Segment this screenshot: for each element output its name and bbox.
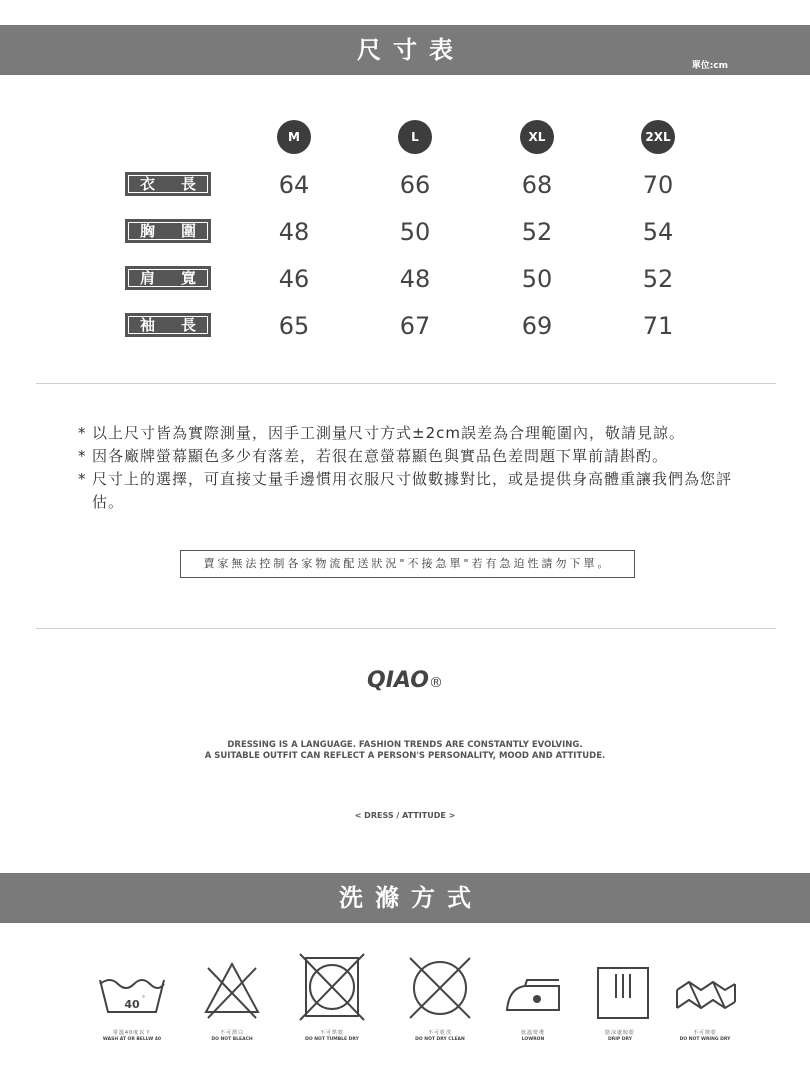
size-chart-title: 尺寸表 [357, 36, 465, 64]
table-cell: 52 [642, 265, 674, 293]
size-chart-banner [0, 25, 810, 75]
care-label-zh: 不可乾洗 [427, 1030, 452, 1036]
care-label-en: DO NOT DRY CLEAN [415, 1037, 465, 1042]
row-label-char: 寬 [180, 269, 196, 287]
care-label-zh: 不可烘乾 [319, 1030, 344, 1036]
row-label-char: 衣 [140, 175, 156, 193]
note-text: 以上尺寸皆為實際測量，因手工測量尺寸方式±2cm誤差為合理範圍內，敬請見諒。 [92, 424, 685, 442]
bullet-star: * [78, 470, 87, 488]
care-item [395, 952, 485, 1042]
divider [36, 628, 776, 629]
wash-temp: 40 [124, 998, 140, 1011]
care-label-zh: 陰涼處晾乾 [604, 1030, 635, 1036]
notes-list [78, 422, 758, 514]
unit-label: 單位:cm [691, 61, 728, 71]
divider [36, 383, 776, 384]
row-label-chest [125, 219, 211, 243]
svg-text:°: ° [142, 995, 145, 1002]
brand-tagline: DRESSING IS A LANGUAGE. FASHION TRENDS ARE CONSTANTLY EVOLVING. [227, 740, 583, 750]
care-item [660, 952, 750, 1042]
no-bleach-icon [192, 952, 272, 1022]
table-cell: 67 [399, 312, 431, 340]
size-badge-l: L [398, 120, 432, 154]
brand-sub-tag: < DRESS / ATTITUDE > [354, 811, 456, 820]
care-label-en: DRIP DRY [608, 1037, 632, 1042]
row-label-shoulder [125, 266, 211, 290]
care-item [87, 952, 177, 1042]
no-wring-icon [665, 952, 745, 1022]
care-label-en: LOWRON [521, 1037, 545, 1042]
table-cell: 64 [278, 171, 310, 199]
table-cell: 54 [642, 218, 674, 246]
size-badge-xl: XL [520, 120, 554, 154]
registered-mark: ® [428, 675, 443, 691]
note-text: 因各廠牌螢幕顯色多少有落差，若很在意螢幕顯色與實品色差問題下單前請斟酌。 [92, 447, 669, 465]
row-label-char: 胸 [140, 222, 156, 240]
no-dry-clean-icon [400, 952, 480, 1022]
note-item [78, 422, 758, 445]
brand-name: QIAO [367, 668, 429, 693]
row-label-char: 長 [180, 316, 196, 334]
care-label-en: WASH AT OR BELLW 40 [102, 1037, 162, 1042]
size-badge-2xl: 2XL [641, 120, 675, 154]
brand-logo [0, 668, 810, 693]
low-iron-icon [493, 952, 573, 1022]
table-cell: 50 [521, 265, 553, 293]
brand-tagline: A SUITABLE OUTFIT CAN REFLECT A PERSON'S PERSONALITY, MOOD AND ATTITUDE. [204, 751, 606, 761]
row-label-sleeve [125, 313, 211, 337]
row-label-char: 長 [180, 175, 196, 193]
care-item [488, 952, 578, 1042]
table-cell: 68 [521, 171, 553, 199]
table-cell: 52 [521, 218, 553, 246]
wash-banner [0, 873, 810, 923]
care-label-zh: 低溫熨燙 [520, 1030, 545, 1036]
care-label-zh: 不可漂白 [219, 1030, 244, 1036]
table-cell: 70 [642, 171, 674, 199]
table-cell: 48 [399, 265, 431, 293]
care-label-en: DO NOT BLEACH [211, 1037, 253, 1042]
table-cell: 48 [278, 218, 310, 246]
care-item [575, 952, 665, 1042]
care-item [287, 952, 377, 1042]
row-label-char: 袖 [140, 316, 156, 334]
wash-40-icon [92, 952, 172, 1022]
note-item [78, 445, 758, 468]
row-label-length [125, 172, 211, 196]
note-item [78, 468, 758, 514]
table-cell: 69 [521, 312, 553, 340]
no-tumble-dry-icon [292, 952, 372, 1022]
care-label-zh: 不可擰乾 [692, 1030, 717, 1036]
note-text: 尺寸上的選擇，可直接丈量手邊慣用衣服尺寸做數據對比，或是提供身高體重讓我們為您評估。 [92, 470, 733, 511]
size-badge-m: M [277, 120, 311, 154]
table-cell: 46 [278, 265, 310, 293]
care-label-en: DO NOT WRING DRY [679, 1037, 731, 1042]
care-label-zh: 常溫40度以下 [112, 1030, 152, 1036]
table-cell: 65 [278, 312, 310, 340]
table-cell: 50 [399, 218, 431, 246]
row-label-char: 圍 [180, 222, 196, 240]
care-label-en: DO NOT TUMBLE DRY [305, 1037, 359, 1042]
shipping-notice: 賣家無法控制各家物流配送狀況"不接急單"若有急迫性請勿下單。 [180, 550, 635, 578]
bullet-star: * [78, 424, 87, 442]
drip-dry-icon [580, 952, 660, 1022]
care-item [187, 952, 277, 1042]
bullet-star: * [78, 447, 87, 465]
wash-title: 洗滌方式 [339, 884, 483, 912]
table-cell: 66 [399, 171, 431, 199]
row-label-char: 肩 [140, 269, 156, 287]
table-cell: 71 [642, 312, 674, 340]
